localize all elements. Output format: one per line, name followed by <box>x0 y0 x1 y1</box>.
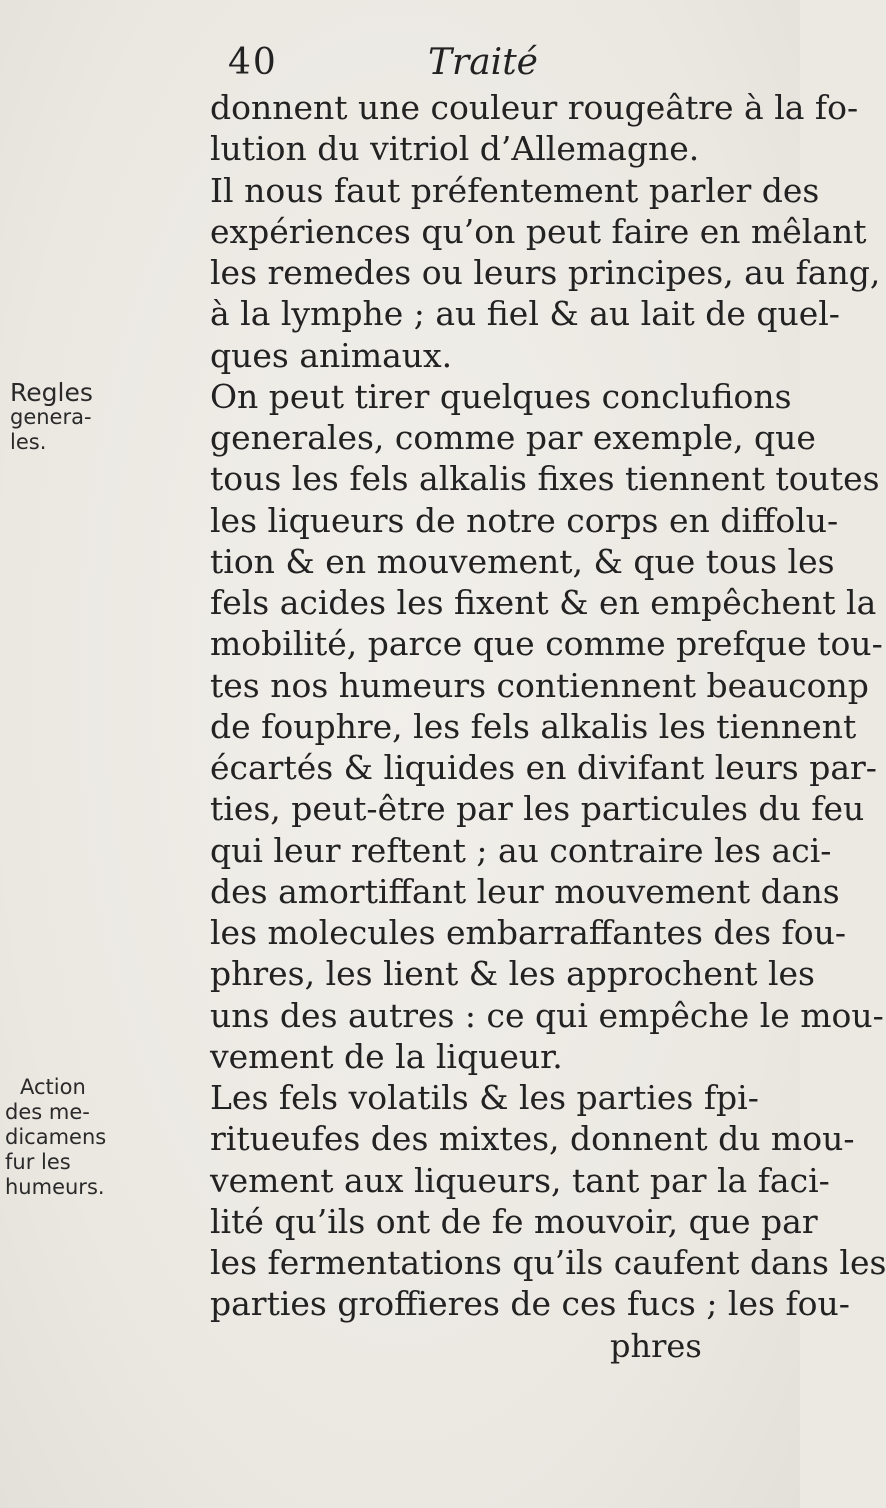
text-line: uns des autres : ce qui empêche le mou- <box>210 996 884 1035</box>
text-line: les molecules embarraffantes des fou- <box>210 913 846 952</box>
text-line: les remedes ou leurs principes, au fang, <box>210 253 881 292</box>
text-line: ques animaux. <box>210 336 453 375</box>
text-line: vement de la liqueur. <box>210 1037 563 1076</box>
text-line: ties, peut-être par les particules du feu <box>210 789 865 828</box>
text-line: tes nos humeurs contiennent beauconp <box>210 666 869 705</box>
margin-note-line: les. <box>10 430 47 454</box>
text-line: ritueufes des mixtes, donnent du mou- <box>210 1119 855 1158</box>
text-line: lité qu’ils ont de fe mouvoir, que par <box>210 1202 818 1241</box>
margin-note-line: humeurs. <box>5 1175 105 1199</box>
text-line: donnent une couleur rougeâtre à la fo- <box>210 88 859 127</box>
text-line: mobilité, parce que comme prefque tou- <box>210 624 883 663</box>
text-line: On peut tirer quelques conclufions <box>210 377 792 416</box>
text-line: phres, les lient & les approchent les <box>210 954 815 993</box>
text-line: lution du vitriol d’Allemagne. <box>210 129 700 168</box>
running-title: Traité <box>428 42 538 83</box>
margin-note-line: Regles <box>10 378 93 407</box>
text-line: Il nous faut préfentement parler des <box>210 171 820 210</box>
text-line: tion & en mouvement, & que tous les <box>210 542 835 581</box>
text-line: de fouphre, les fels alkalis les tiennent <box>210 707 857 746</box>
margin-note-line: genera- <box>10 405 92 429</box>
margin-note-line: des me- <box>5 1100 90 1124</box>
page-number: 40 <box>228 42 278 83</box>
margin-note-line: Action <box>20 1075 86 1099</box>
margin-note-line: dicamens <box>5 1125 107 1149</box>
text-line: expériences qu’on peut faire en mêlant <box>210 212 867 251</box>
text-line: vement aux liqueurs, tant par la faci- <box>210 1161 830 1200</box>
text-line: generales, comme par exemple, que <box>210 418 816 457</box>
text-line: tous les fels alkalis fixes tiennent toutes <box>210 459 880 498</box>
text-line: qui leur reftent ; au contraire les aci- <box>210 831 832 870</box>
text-line: les fermentations qu’ils caufent dans les <box>210 1243 886 1282</box>
text-line: Les fels volatils & les parties fpi- <box>210 1078 759 1117</box>
margin-note-line: fur les <box>5 1150 71 1174</box>
page-header <box>228 42 698 86</box>
text-line: fels acides les fixent & en empêchent la <box>210 583 877 622</box>
catchword: phres <box>610 1327 702 1365</box>
text-line: des amortiffant leur mouvement dans <box>210 872 840 911</box>
text-line: écartés & liquides en divifant leurs par- <box>210 748 877 787</box>
text-line: parties groffieres de ces fucs ; les fou- <box>210 1284 850 1323</box>
text-line: les liqueurs de notre corps en diffolu- <box>210 501 839 540</box>
margin-note-action <box>5 1075 106 1200</box>
margin-note-regles <box>10 380 93 455</box>
text-line: à la lymphe ; au fiel & au lait de quel- <box>210 294 840 333</box>
